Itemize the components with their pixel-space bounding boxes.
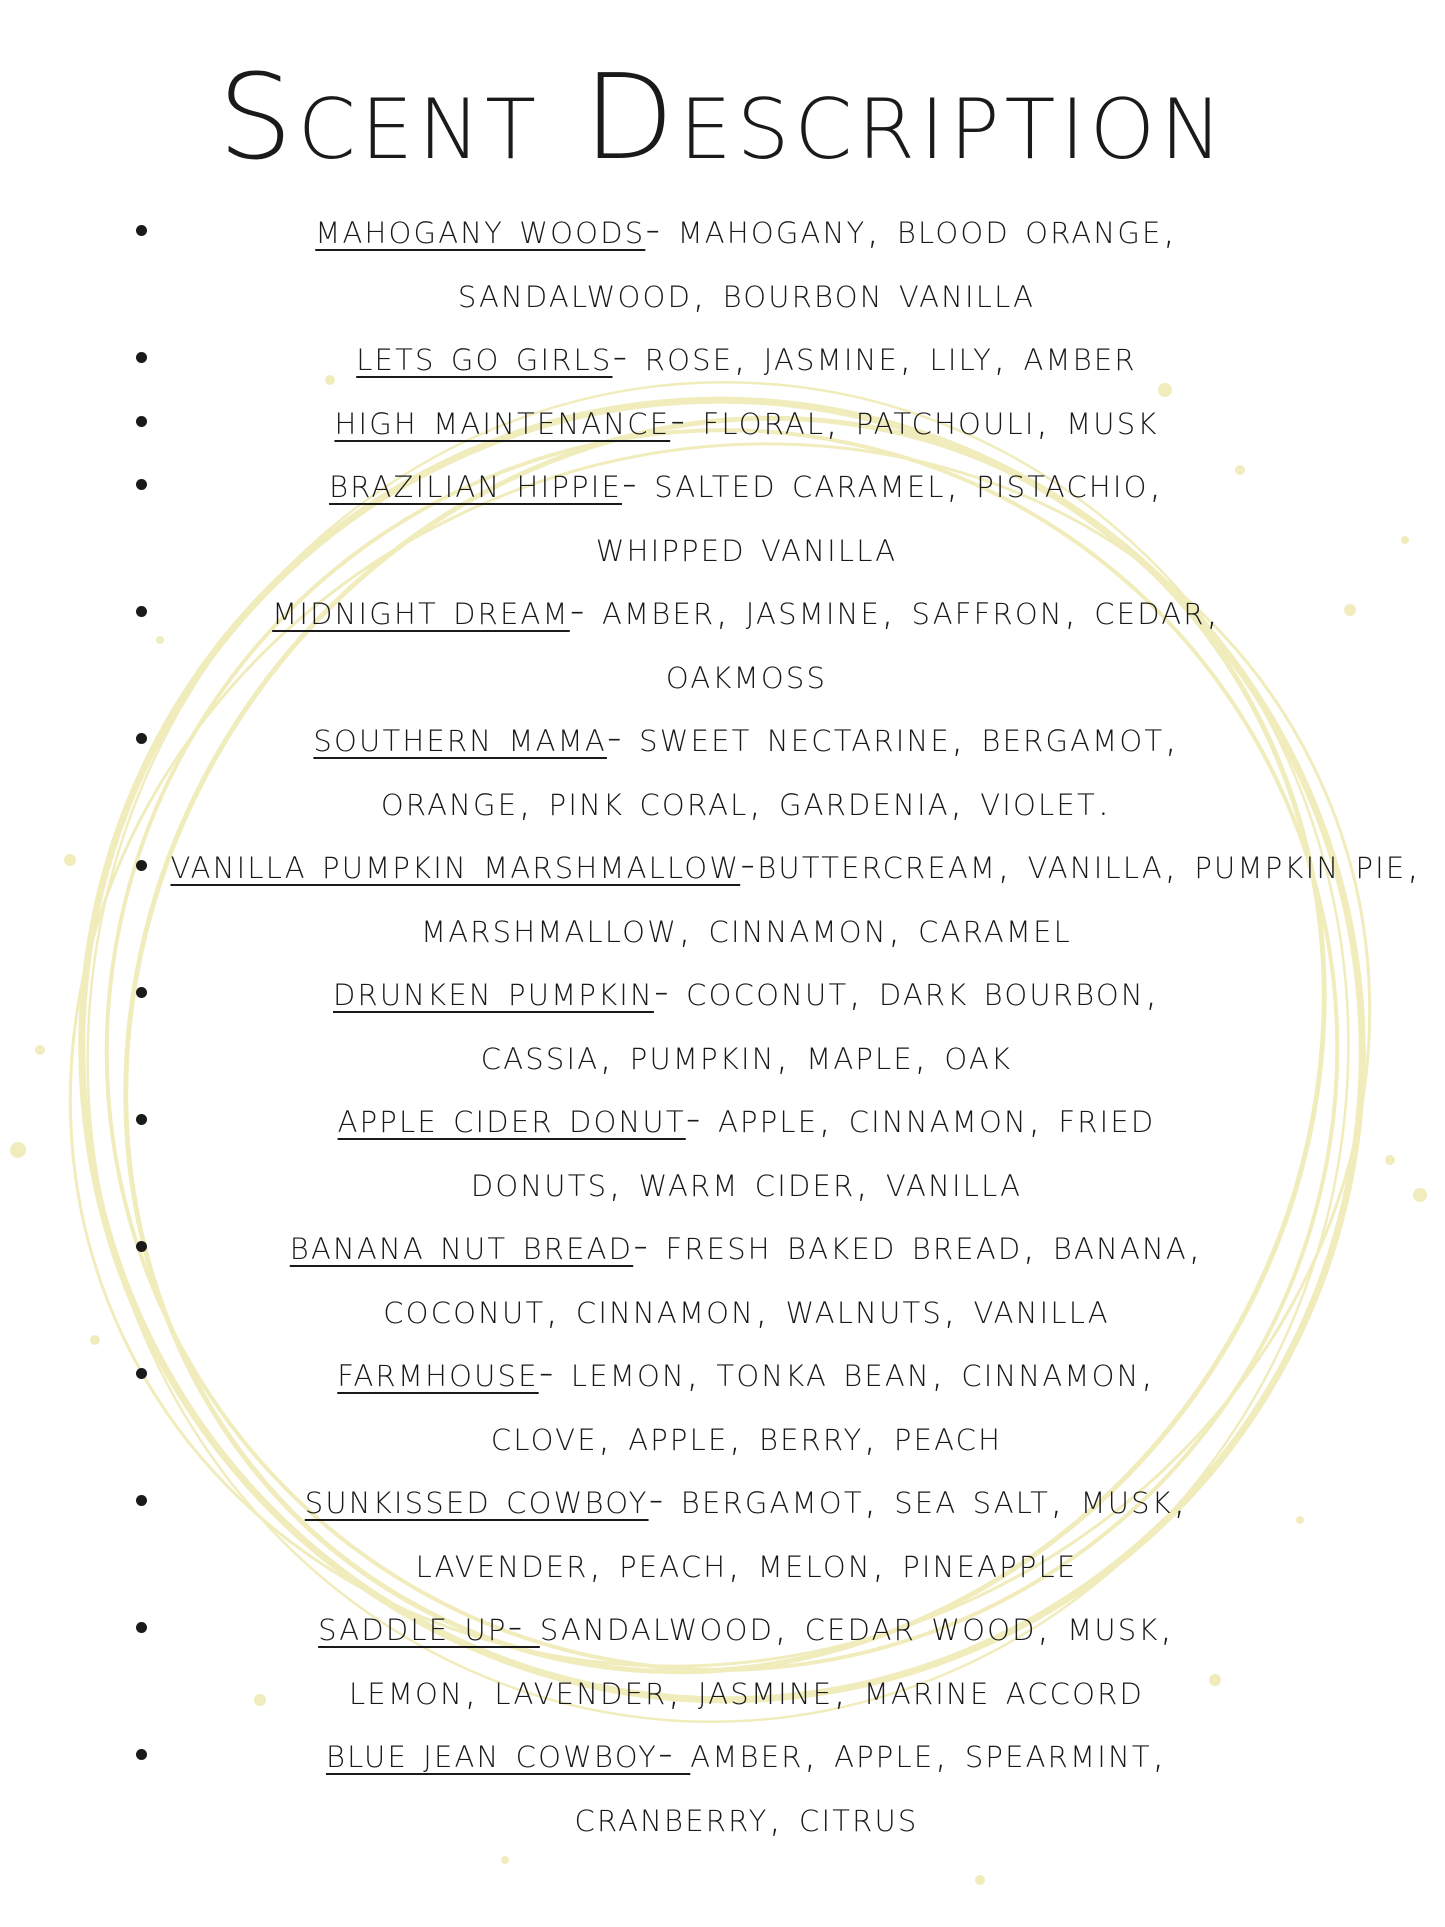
scent-separator: - [685, 1094, 718, 1142]
scent-line: lemon, lavender, jasmine, marine accord [348, 1665, 1145, 1714]
scent-item [0, 452, 1445, 579]
scent-name: midnight dream [272, 586, 570, 634]
scent-item [0, 1087, 1445, 1214]
bullet-icon [136, 606, 147, 617]
scent-notes: salted caramel, pistachio, [654, 459, 1164, 507]
scent-text [123, 198, 1323, 325]
scent-notes: buttercream, vanilla, pumpkin pie, [757, 840, 1422, 888]
scent-text [123, 960, 1323, 1087]
scent-separator: - [606, 713, 640, 761]
bullet-icon [136, 479, 147, 490]
bullet-icon [136, 1749, 147, 1760]
bullet-icon [136, 1495, 147, 1506]
bullet-icon [136, 1241, 147, 1252]
scent-line [171, 198, 1323, 262]
scent-line: orange, pink coral, gardenia, violet. [380, 776, 1113, 825]
scent-line [171, 325, 1323, 389]
bullet-icon [136, 416, 147, 427]
bullet-icon [136, 1368, 147, 1379]
scent-notes: mahogany, blood orange, [677, 205, 1178, 253]
scent-name: southern mama [313, 713, 607, 761]
scent-notes: amber, apple, spearmint, [690, 1729, 1168, 1777]
bullet-icon [136, 1622, 147, 1633]
scent-separator: - [612, 332, 645, 380]
scent-notes: bergamot, sea salt, musk, [680, 1475, 1189, 1523]
scent-text [123, 833, 1422, 960]
scent-separator: - [740, 840, 758, 888]
scent-line: donuts, warm cider, vanilla [470, 1157, 1023, 1206]
scent-line [171, 1214, 1323, 1278]
scent-notes: sweet nectarine, bergamot, [639, 713, 1180, 761]
bullet-icon [136, 733, 147, 744]
scent-separator: - [653, 967, 687, 1015]
scent-name: lets go girls [356, 332, 613, 380]
scent-line: sandalwood, bourbon vanilla [457, 268, 1036, 317]
scent-line: whipped vanilla [595, 522, 898, 571]
scent-notes: floral, patchouli, musk [702, 395, 1159, 444]
bullet-icon [136, 987, 147, 998]
scent-name: high maintenance [334, 395, 671, 444]
scent-line: marshmallow, cinnamon, caramel [421, 903, 1072, 952]
scent-item [0, 1722, 1445, 1849]
bullet-icon [136, 1114, 147, 1125]
scent-item [0, 389, 1445, 453]
scent-item [0, 1595, 1445, 1722]
scent-line [171, 1468, 1323, 1532]
scent-notes: amber, jasmine, saffron, cedar, [602, 586, 1221, 634]
scent-text [123, 579, 1323, 706]
scent-line: coconut, cinnamon, walnuts, vanilla [383, 1284, 1110, 1333]
scent-text [123, 1214, 1323, 1341]
scent-line [171, 1722, 1323, 1786]
scent-line: cranberry, citrus [574, 1792, 919, 1841]
scent-line: lavender, peach, melon, pineapple [415, 1538, 1078, 1587]
scent-separator: - [648, 1475, 681, 1523]
scent-text [123, 325, 1323, 389]
scent-notes: coconut, dark bourbon, [686, 967, 1160, 1015]
scent-text [123, 1595, 1323, 1722]
scent-notes: sandalwood, cedar wood, musk, [539, 1602, 1175, 1650]
scent-separator: - [670, 395, 703, 444]
scent-item [0, 706, 1445, 833]
scent-line [171, 1595, 1323, 1659]
bullet-icon [136, 352, 147, 363]
scent-item [0, 1341, 1445, 1468]
scent-name: saddle up- [318, 1602, 540, 1650]
scent-separator: - [569, 586, 603, 634]
scent-line: cassia, pumpkin, maple, oak [480, 1030, 1013, 1079]
scent-line [171, 579, 1323, 643]
scent-separator: - [621, 459, 655, 507]
scent-name: vanilla pumpkin marshmallow [170, 840, 741, 888]
scent-line [171, 1341, 1323, 1405]
scent-name: sunkissed cowboy [304, 1475, 649, 1523]
scent-line: clove, apple, berry, peach [490, 1411, 1003, 1460]
scent-text [123, 452, 1323, 579]
scent-text [123, 1087, 1323, 1214]
bullet-icon [136, 860, 147, 871]
scent-item [0, 579, 1445, 706]
scent-line [171, 452, 1323, 516]
scent-item [0, 198, 1445, 325]
scent-notes: rose, jasmine, lily, amber [644, 332, 1137, 380]
scent-name: banana nut bread [289, 1221, 634, 1269]
scent-notes: fresh baked bread, banana, [665, 1221, 1204, 1269]
scent-separator: - [538, 1348, 571, 1396]
scent-separator: - [645, 205, 678, 253]
scent-line: oakmoss [665, 649, 828, 698]
scent-text [123, 706, 1323, 833]
scent-item [0, 960, 1445, 1087]
scent-separator: - [633, 1221, 666, 1269]
scent-notes: lemon, tonka bean, cinnamon, [570, 1348, 1156, 1396]
scent-name: drunken pumpkin [332, 967, 654, 1015]
scent-item [0, 1214, 1445, 1341]
scent-line [171, 706, 1323, 770]
scent-line [171, 389, 1323, 453]
scent-text [123, 1722, 1323, 1849]
scent-text [123, 389, 1323, 453]
scent-line [170, 833, 1422, 897]
scent-name: brazilian hippie [329, 459, 622, 507]
scent-item [0, 833, 1445, 960]
page-title: Scent Description [217, 48, 1228, 186]
scent-name: blue jean cowboy- [325, 1729, 691, 1777]
scent-line [171, 960, 1323, 1024]
scent-name: farmhouse [337, 1348, 539, 1396]
scent-line [171, 1087, 1323, 1151]
scent-name: apple cider donut [337, 1094, 686, 1142]
scent-text [123, 1468, 1323, 1595]
scent-name: mahogany woods [315, 205, 646, 253]
scent-text [123, 1341, 1323, 1468]
bullet-icon [136, 225, 147, 236]
scent-list [0, 198, 1445, 1849]
scent-notes: apple, cinnamon, fried [717, 1094, 1156, 1142]
scent-item [0, 1468, 1445, 1595]
scent-item [0, 325, 1445, 389]
